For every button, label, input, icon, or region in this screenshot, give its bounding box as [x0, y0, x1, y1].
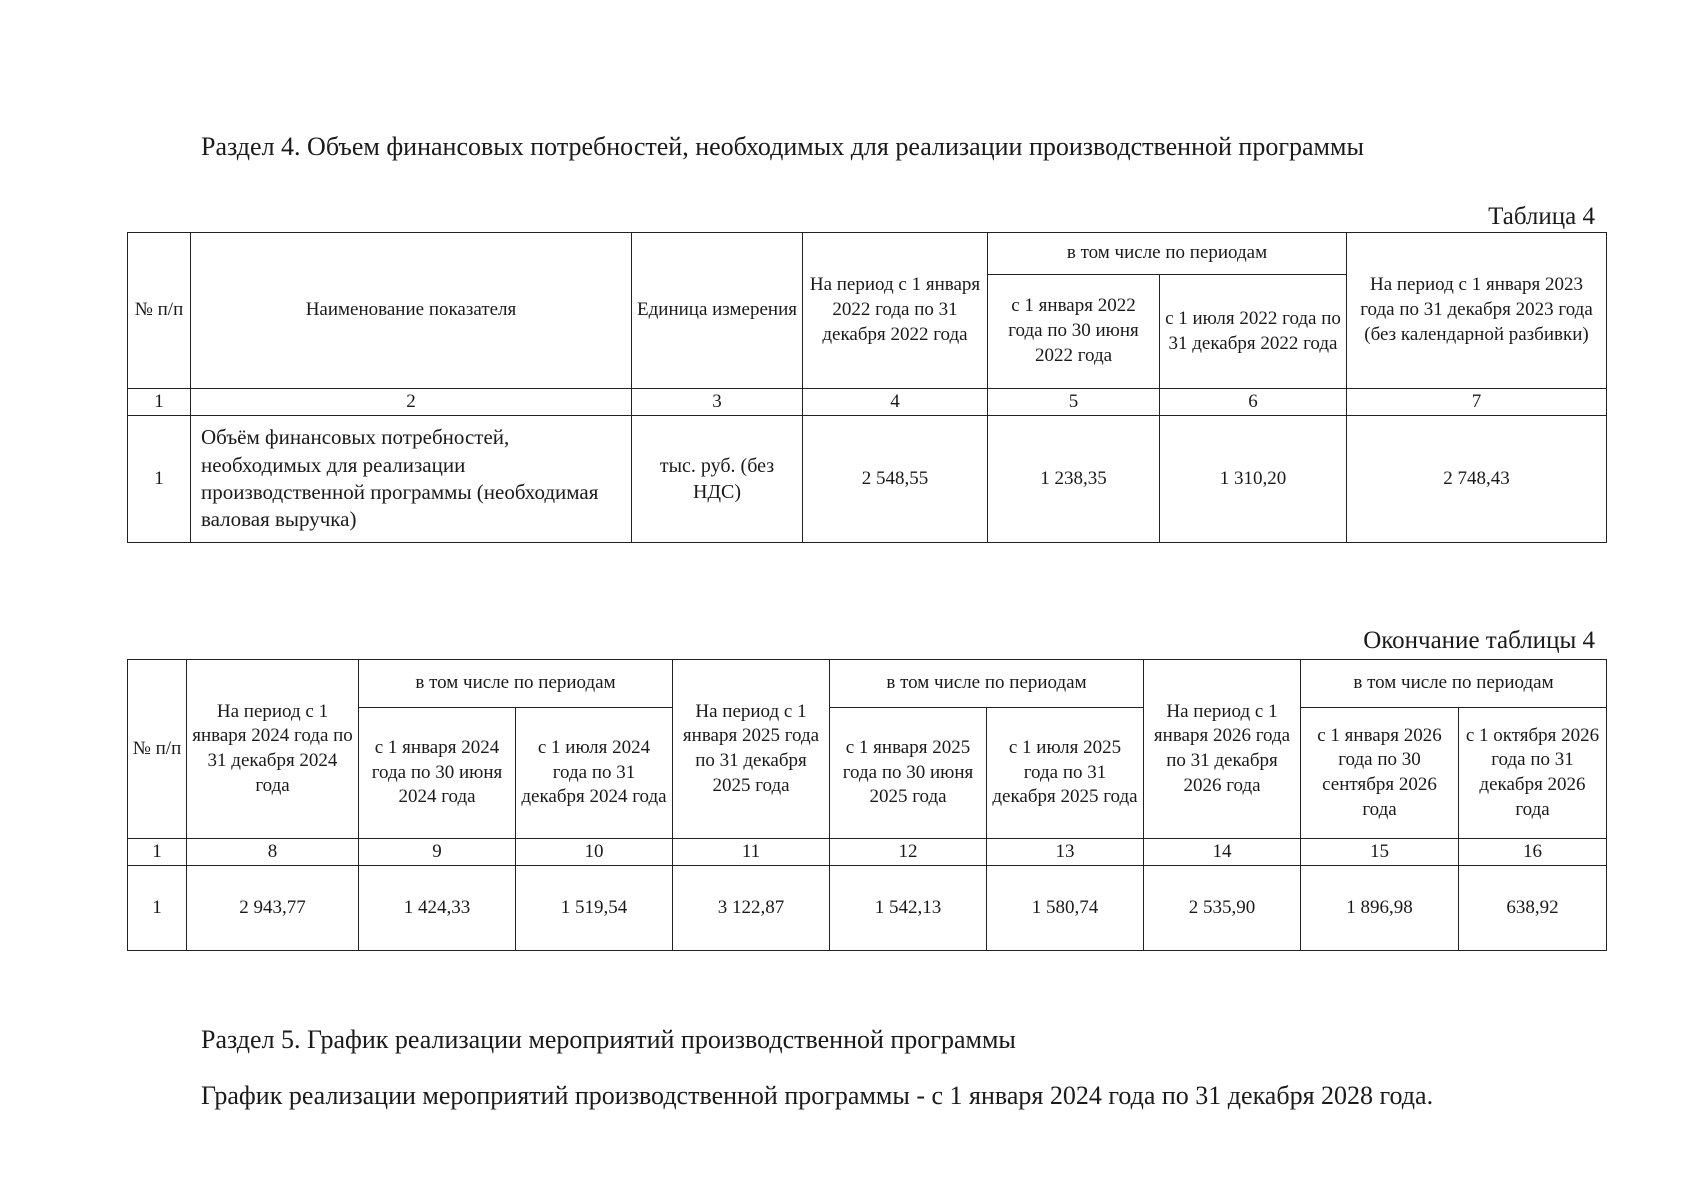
value-col7: 2 748,43 — [1347, 416, 1607, 543]
value-col4: 2 548,55 — [803, 416, 988, 543]
value-col14: 2 535,90 — [1144, 866, 1301, 951]
header-col16: с 1 октября 2026 года по 31 декабря 2026 года — [1459, 708, 1607, 839]
value-col11: 3 122,87 — [673, 866, 830, 951]
table1-caption: Таблица 4 — [1488, 203, 1595, 230]
col-number: 4 — [803, 389, 988, 416]
value-col10: 1 519,54 — [516, 866, 673, 951]
table1 — [127, 232, 1607, 543]
col-number: 10 — [516, 839, 673, 866]
col-number: 11 — [673, 839, 830, 866]
value-col16: 638,92 — [1459, 866, 1607, 951]
col-number: 13 — [987, 839, 1144, 866]
col-number: 2 — [191, 389, 632, 416]
row-num: 1 — [128, 866, 187, 951]
col-number: 16 — [1459, 839, 1607, 866]
header-col7: На период с 1 января 2023 года по 31 декабря 2023 года (без календарной разбивки) — [1347, 233, 1607, 389]
header-col10: с 1 июля 2024 года по 31 декабря 2024 года — [516, 708, 673, 839]
table2 — [127, 659, 1607, 951]
col-number: 9 — [359, 839, 516, 866]
header-num: № п/п — [128, 233, 191, 389]
header-num: № п/п — [128, 660, 187, 839]
value-col13: 1 580,74 — [987, 866, 1144, 951]
header-group-2024: в том числе по периодам — [359, 660, 673, 708]
col-number: 8 — [187, 839, 359, 866]
row-name: Объём финансовых потребностей, необходимых для реализации производственной программы (необходимая валовая выручка) — [191, 416, 632, 543]
col-number: 1 — [128, 389, 191, 416]
header-group: в том числе по периодам — [988, 233, 1347, 275]
header-col11: На период с 1 января 2025 года по 31 декабря 2025 года — [673, 660, 830, 839]
value-col6: 1 310,20 — [1160, 416, 1347, 543]
value-col5: 1 238,35 — [988, 416, 1160, 543]
row-unit: тыс. руб. (без НДС) — [632, 416, 803, 543]
col-number: 1 — [128, 839, 187, 866]
header-col14: На период с 1 января 2026 года по 31 декабря 2026 года — [1144, 660, 1301, 839]
header-unit: Единица измерения — [632, 233, 803, 389]
header-group-2025: в том числе по периодам — [830, 660, 1144, 708]
header-col12: с 1 января 2025 года по 30 июня 2025 года — [830, 708, 987, 839]
header-name: Наименование показателя — [191, 233, 632, 389]
section5-text: График реализации мероприятий производственной программы - с 1 января 2024 года по 31 декабря 2028 года. — [201, 1081, 1434, 1110]
col-number: 15 — [1301, 839, 1459, 866]
col-number: 5 — [988, 389, 1160, 416]
header-col4: На период с 1 января 2022 года по 31 декабря 2022 года — [803, 233, 988, 389]
col-number: 14 — [1144, 839, 1301, 866]
table2-caption: Окончание таблицы 4 — [1363, 627, 1595, 654]
section4-title: Раздел 4. Объем финансовых потребностей, необходимых для реализации производственной программы — [201, 132, 1364, 161]
value-col9: 1 424,33 — [359, 866, 516, 951]
col-number: 12 — [830, 839, 987, 866]
header-col8: На период с 1 января 2024 года по 31 декабря 2024 года — [187, 660, 359, 839]
header-col6: с 1 июля 2022 года по 31 декабря 2022 года — [1160, 275, 1347, 389]
value-col15: 1 896,98 — [1301, 866, 1459, 951]
header-col13: с 1 июля 2025 года по 31 декабря 2025 года — [987, 708, 1144, 839]
header-col15: с 1 января 2026 года по 30 сентября 2026 года — [1301, 708, 1459, 839]
header-col9: с 1 января 2024 года по 30 июня 2024 года — [359, 708, 516, 839]
header-group-2026: в том числе по периодам — [1301, 660, 1607, 708]
col-number: 6 — [1160, 389, 1347, 416]
col-number: 7 — [1347, 389, 1607, 416]
header-col5: с 1 января 2022 года по 30 июня 2022 года — [988, 275, 1160, 389]
section5-title: Раздел 5. График реализации мероприятий производственной программы — [201, 1025, 1016, 1054]
value-col12: 1 542,13 — [830, 866, 987, 951]
row-num: 1 — [128, 416, 191, 543]
col-number: 3 — [632, 389, 803, 416]
value-col8: 2 943,77 — [187, 866, 359, 951]
